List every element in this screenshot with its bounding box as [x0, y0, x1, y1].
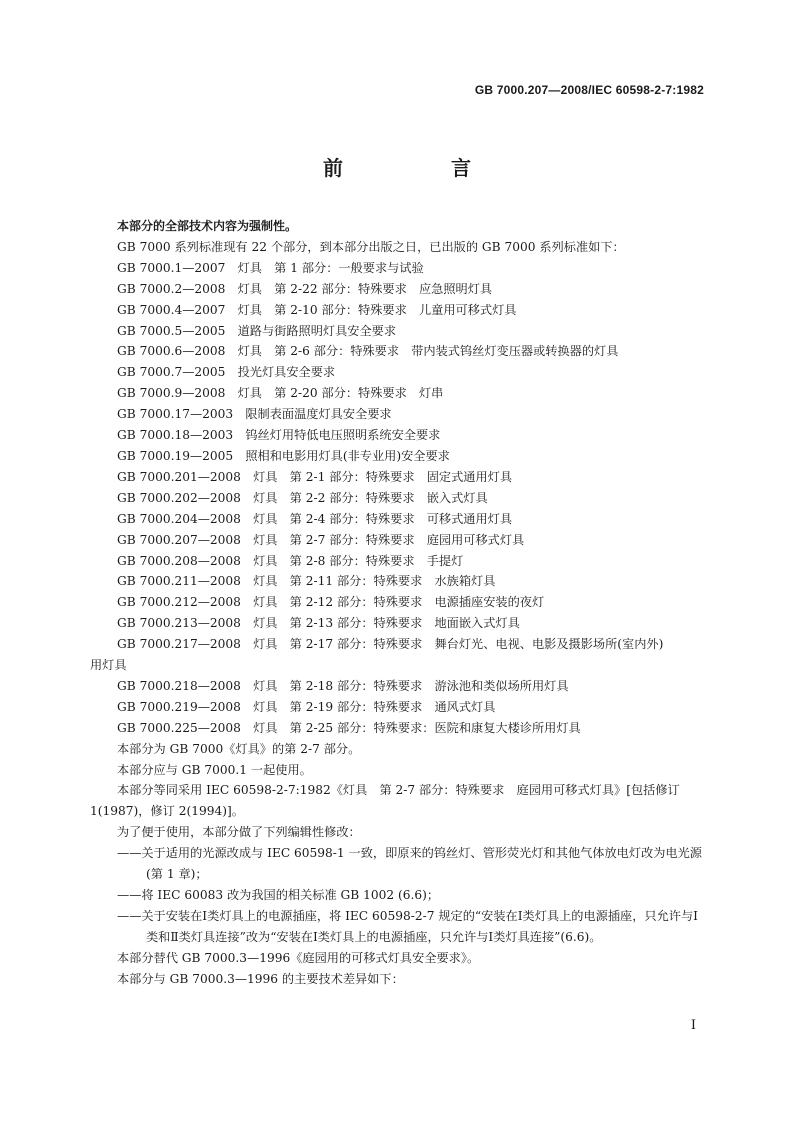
standard-list-item: GB 7000.225—2008 灯具 第 2-25 部分：特殊要求：医院和康复大楼诊所用灯具 — [117, 720, 581, 735]
series-intro: GB 7000 系列标准现有 22 个部分，到本部分出版之日，已出版的 GB 7000 系列标准如下： — [117, 239, 625, 254]
standard-list-item: GB 7000.202—2008 灯具 第 2-2 部分：特殊要求 嵌入式灯具 — [117, 490, 488, 505]
standard-code-header: GB 7000.207—2008/IEC 60598-2-7:1982 — [474, 83, 704, 97]
standard-list-item: GB 7000.19—2005 照相和电影用灯具(非专业用)安全要求 — [117, 448, 450, 463]
foreword-body — [90, 216, 706, 990]
usage-statement: 本部分应与 GB 7000.1 一起使用。 — [117, 762, 312, 777]
standard-list-item: GB 7000.212—2008 灯具 第 2-12 部分：特殊要求 电源插座安装的夜灯 — [117, 595, 545, 610]
standard-list-item: GB 7000.208—2008 灯具 第 2-8 部分：特殊要求 手提灯 — [117, 553, 464, 568]
standard-list-item: GB 7000.6—2008 灯具 第 2-6 部分：特殊要求 带内装式钨丝灯变压器或转换器的灯具 — [117, 344, 619, 359]
page-number: I — [690, 1018, 696, 1033]
standard-list-item: GB 7000.7—2005 投光灯具安全要求 — [117, 365, 336, 380]
standard-list-item: GB 7000.9—2008 灯具 第 2-20 部分：特殊要求 灯串 — [117, 386, 444, 401]
standard-list-item: GB 7000.213—2008 灯具 第 2-13 部分：特殊要求 地面嵌入式灯具 — [117, 616, 520, 631]
standard-list-item: GB 7000.218—2008 灯具 第 2-18 部分：特殊要求 游泳池和类似场所用灯具 — [117, 678, 569, 693]
editorial-change-item: ——关于安装在Ⅰ类灯具上的电源插座，将 IEC 60598-2-7 规定的“安装在Ⅰ类灯具上的电源插座，只允许与Ⅰ类和Ⅱ类灯具连接”改为“安装在Ⅰ类灯具上的电源插座，只允许与Ⅰ类灯具连接”(6.6)。 — [117, 908, 698, 944]
differences-intro: 本部分与 GB 7000.3—1996 的主要技术差异如下： — [117, 971, 404, 986]
part-statement: 本部分为 GB 7000《灯具》的第 2-7 部分。 — [117, 741, 361, 756]
standard-list-item: GB 7000.219—2008 灯具 第 2-19 部分：特殊要求 通风式灯具 — [117, 699, 496, 714]
standard-list-item: GB 7000.204—2008 灯具 第 2-4 部分：特殊要求 可移式通用灯具 — [117, 511, 513, 526]
mandatory-statement: 本部分的全部技术内容为强制性。 — [117, 219, 298, 233]
standard-list-item: GB 7000.2—2008 灯具 第 2-22 部分：特殊要求 应急照明灯具 — [117, 281, 493, 296]
standards-list-tail — [90, 676, 706, 739]
replacement-statement: 本部分替代 GB 7000.3—1996《庭园用的可移式灯具安全要求》。 — [117, 950, 480, 965]
standard-list-item: GB 7000.18—2003 钨丝灯用特低电压照明系统安全要求 — [117, 428, 441, 443]
standard-item-217-continued: 用灯具 — [90, 658, 127, 673]
standard-list-item: GB 7000.201—2008 灯具 第 2-1 部分：特殊要求 固定式通用灯具 — [117, 469, 513, 484]
standard-list-item: GB 7000.17—2003 限制表面温度灯具安全要求 — [117, 407, 392, 422]
editorial-changes-list — [90, 843, 706, 948]
standard-list-item: GB 7000.1—2007 灯具 第 1 部分：一般要求与试验 — [117, 260, 424, 275]
standard-list-item: GB 7000.207—2008 灯具 第 2-7 部分：特殊要求 庭园用可移式灯具 — [117, 532, 525, 547]
equivalence-statement: 本部分等同采用 IEC 60598-2-7:1982《灯具 第 2-7 部分：特殊要求 庭园用可移式灯具》[包括修订 1(1987)，修订 2(1994)]。 — [90, 783, 680, 819]
page-title: 前 言 — [323, 156, 515, 180]
standard-list-item: GB 7000.5—2005 道路与街路照明灯具安全要求 — [117, 323, 397, 338]
editorial-changes-intro: 为了便于使用，本部分做了下列编辑性修改： — [117, 825, 361, 840]
editorial-change-item: ——将 IEC 60083 改为我国的相关标准 GB 1002 (6.6)； — [117, 888, 440, 902]
standard-list-item: GB 7000.4—2007 灯具 第 2-10 部分：特殊要求 儿童用可移式灯具 — [117, 302, 517, 317]
editorial-change-item: ——关于适用的光源改成与 IEC 60598-1 一致，即原来的钨丝灯、管形荧光灯和其他气体放电灯改为电光源(第 1 章)； — [117, 846, 702, 882]
standard-list-item: GB 7000.211—2008 灯具 第 2-11 部分：特殊要求 水族箱灯具 — [117, 574, 496, 589]
standard-item-217: GB 7000.217—2008 灯具 第 2-17 部分：特殊要求 舞台灯光、电视、电影及摄影场所(室内外) — [117, 637, 664, 652]
standards-list — [90, 258, 706, 634]
